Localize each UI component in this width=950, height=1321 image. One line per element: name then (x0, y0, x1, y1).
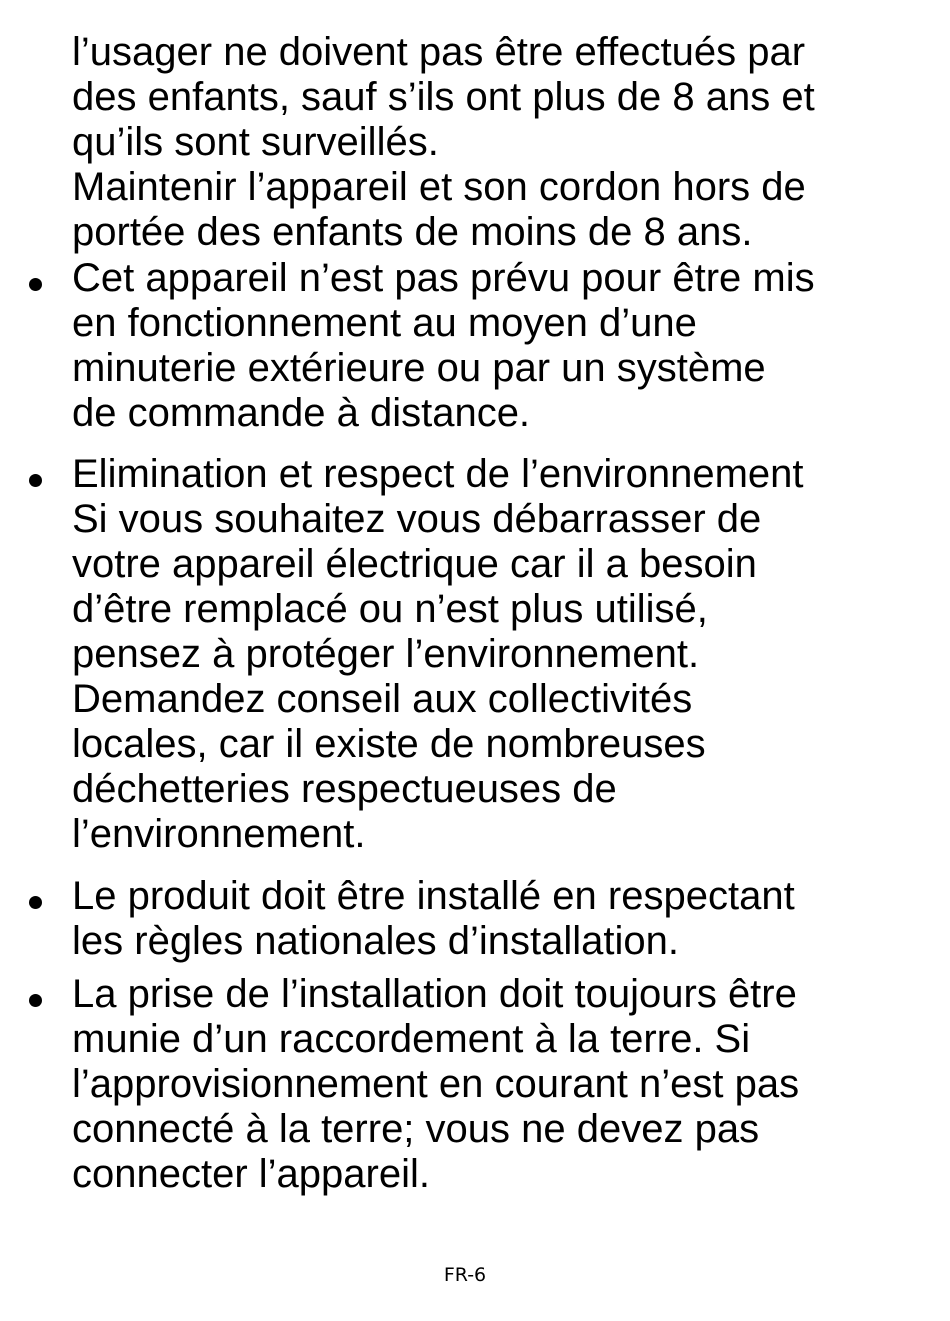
text-line: Elimination et respect de l’environnement (72, 452, 804, 496)
text-line: Maintenir l’appareil et son cordon hors de (72, 165, 806, 209)
bullet-item-grounding (72, 972, 932, 1197)
text-line: munie d’un raccordement à la terre. Si (72, 1017, 751, 1061)
bullet-item-timer (72, 256, 932, 436)
text-line: Si vous souhaitez vous débarrasser de (72, 497, 762, 541)
text-line: de commande à distance. (72, 391, 531, 435)
bullet-item-environment (72, 452, 932, 857)
bullet-dot-icon (29, 994, 42, 1007)
text-line: des enfants, sauf s’ils ont plus de 8 ans et (72, 75, 815, 119)
text-line: pensez à protéger l’environnement. (72, 632, 700, 676)
text-line: les règles nationales d’installation. (72, 919, 680, 963)
text-line: d’être remplacé ou n’est plus utilisé, (72, 587, 708, 631)
bullet-dot-icon (29, 896, 42, 909)
text-line: Le produit doit être installé en respectant (72, 874, 795, 918)
text-line: l’approvisionnement en courant n’est pas (72, 1062, 800, 1106)
text-line: portée des enfants de moins de 8 ans. (72, 210, 753, 254)
text-line: connecté à la terre; vous ne devez pas (72, 1107, 760, 1151)
text-line: locales, car il existe de nombreuses (72, 722, 706, 766)
text-line: l’usager ne doivent pas être effectués par (72, 30, 806, 74)
bullet-dot-icon (29, 474, 42, 487)
text-line: connecter l’appareil. (72, 1152, 430, 1196)
intro-paragraph (72, 30, 932, 255)
text-line: Cet appareil n’est pas prévu pour être mis (72, 256, 815, 300)
text-line: Demandez conseil aux collectivités (72, 677, 693, 721)
text-line: La prise de l’installation doit toujours être (72, 972, 797, 1016)
text-line: l’environnement. (72, 812, 366, 856)
text-line: déchetteries respectueuses de (72, 767, 617, 811)
bullet-item-installation (72, 874, 932, 964)
text-line: en fonctionnement au moyen d’une (72, 301, 697, 345)
page-number: FR-6 (443, 1264, 487, 1286)
text-line: qu’ils sont surveillés. (72, 120, 439, 164)
text-line: minuterie extérieure ou par un système (72, 346, 766, 390)
text-line: votre appareil électrique car il a besoin (72, 542, 757, 586)
bullet-dot-icon (29, 278, 42, 291)
